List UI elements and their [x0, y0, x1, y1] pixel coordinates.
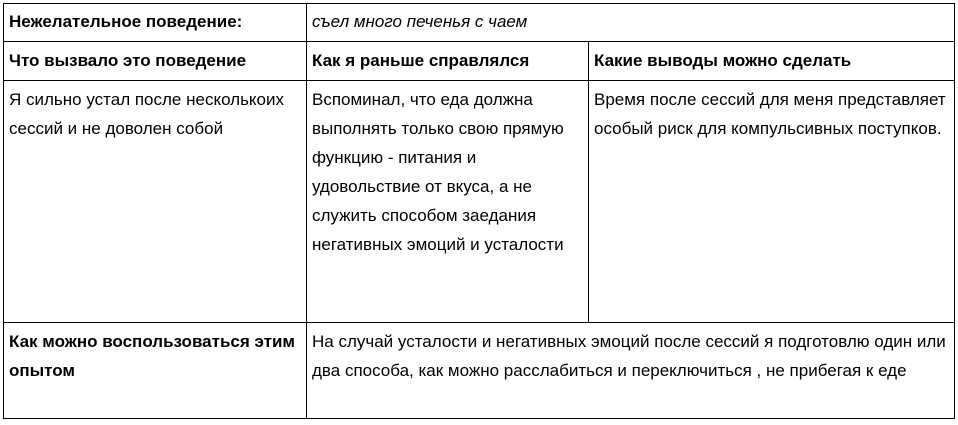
undesired-behavior-row [4, 4, 955, 42]
cause-cell: Я сильно устал после несколькоих сессий и не доволен собой [4, 81, 307, 323]
coping-header: Как я раньше справлялся [307, 42, 589, 81]
cause-header: Что вызвало это поведение [4, 42, 307, 81]
undesired-behavior-value: съел много печенья с чаем [307, 4, 955, 42]
undesired-behavior-label: Нежелательное поведение: [4, 4, 307, 42]
use-experience-label: Как можно воспользоваться этим опытом [4, 323, 307, 419]
behavior-analysis-table [3, 3, 955, 419]
coping-cell: Вспоминал, что еда должна выполнять только свою прямую функцию - питания и удовольствие от вкуса, а не служить способом заедания негативных эмоций и усталости [307, 81, 589, 323]
content-row [4, 81, 955, 323]
conclusions-cell: Время после сессий для меня представляет особый риск для компульсивных поступков. [589, 81, 955, 323]
use-experience-value: На случай усталости и негативных эмоций после сессий я подготовлю один или два способа, как можно расслабиться и переключиться , не прибегая к еде [307, 323, 955, 419]
header-row [4, 42, 955, 81]
use-experience-row [4, 323, 955, 419]
conclusions-header: Какие выводы можно сделать [589, 42, 955, 81]
